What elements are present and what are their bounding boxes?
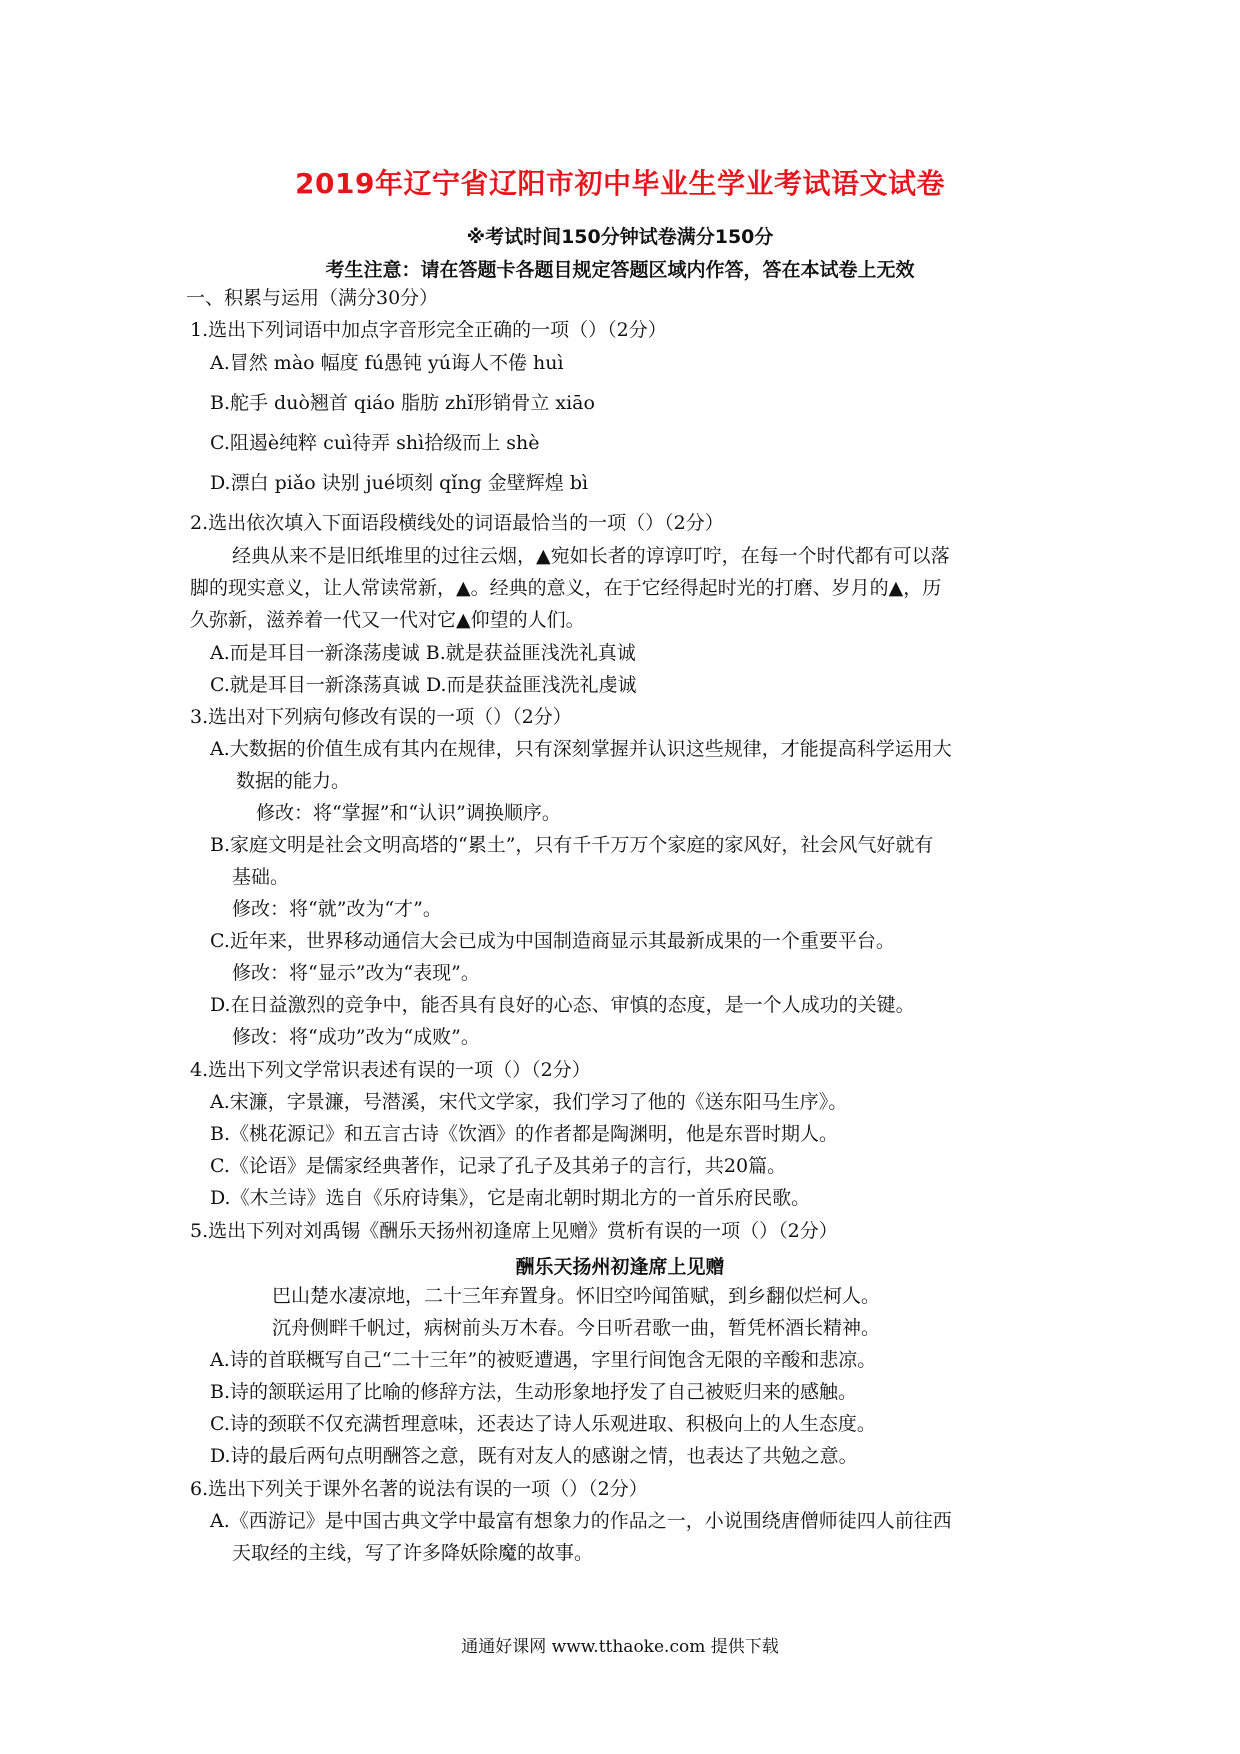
question-5-option-b: B.诗的颔联运用了比喻的修辞方法，生动形象地抒发了自己被贬归来的感触。	[210, 1381, 858, 1403]
question-3-option-a-cont: 数据的能力。	[236, 770, 351, 792]
question-1-stem: 1.选出下列词语中加点字音形完全正确的一项（）（2分）	[190, 319, 667, 341]
question-2-options-cd: C.就是耳目一新涤荡真诚 D.而是获益匪浅洗礼虔诚	[210, 674, 637, 696]
question-5-stem: 5.选出下列对刘禹锡《酬乐天扬州初逢席上见赠》赏析有误的一项（）（2分）	[190, 1220, 838, 1242]
question-3-option-d: D.在日益激烈的竞争中，能否具有良好的心态、审慎的态度，是一个人成功的关键。	[210, 994, 915, 1016]
question-2-passage-line: 久弥新，滋养着一代又一代对它▲仰望的人们。	[190, 609, 585, 631]
question-1-option-a: A.冒然 mào 幅度 fú愚钝 yú诲人不倦 huì	[210, 352, 564, 374]
poem-line: 沉舟侧畔千帆过，病树前头万木春。今日听君歌一曲，暂凭杯酒长精神。	[272, 1317, 881, 1339]
question-2-passage-line: 脚的现实意义，让人常读常新，▲。经典的意义，在于它经得起时光的打磨、岁月的▲，历	[190, 577, 942, 599]
exam-time-note: ※考试时间150分钟试卷满分150分	[466, 226, 774, 248]
question-3-option-b: B.家庭文明是社会文明高塔的“累土”，只有千千万万个家庭的家风好，社会风气好就有	[210, 834, 934, 856]
question-1-option-d: D.漂白 piǎo 诀别 jué顷刻 qǐng 金壁辉煌 bì	[210, 472, 589, 494]
question-1-option-b: B.舵手 duò翘首 qiáo 脂肪 zhǐ形销骨立 xiāo	[210, 392, 595, 414]
exam-title: 2019年辽宁省辽阳市初中毕业生学业考试语文试卷	[295, 167, 945, 200]
poem-title: 酬乐天扬州初逢席上见赠	[515, 1256, 725, 1278]
question-4-option-d: D.《木兰诗》选自《乐府诗集》，它是南北朝时期北方的一首乐府民歌。	[210, 1187, 811, 1209]
question-3-option-a-fix: 修改：将“掌握”和“认识”调换顺序。	[256, 802, 561, 824]
exam-notice: 考生注意：请在答题卡各题目规定答题区域内作答，答在本试卷上无效	[325, 259, 915, 281]
question-1-option-c: C.阻遏è纯粹 cuì待弄 shì拾级而上 shè	[210, 432, 540, 454]
question-3-option-b-fix: 修改：将“就”改为“才”。	[232, 898, 442, 920]
question-4-option-c: C.《论语》是儒家经典著作，记录了孔子及其弟子的言行，共20篇。	[210, 1155, 787, 1177]
question-5-option-c: C.诗的颈联不仅充满哲理意味，还表达了诗人乐观进取、积极向上的人生态度。	[210, 1413, 876, 1435]
question-3-option-d-fix: 修改：将“成功”改为“成败”。	[232, 1026, 480, 1048]
question-4-stem: 4.选出下列文学常识表述有误的一项（）（2分）	[190, 1059, 591, 1081]
poem-line: 巴山楚水凄凉地，二十三年弃置身。怀旧空吟闻笛赋，到乡翻似烂柯人。	[272, 1285, 881, 1307]
question-2-passage-line: 经典从来不是旧纸堆里的过往云烟，▲宛如长者的谆谆叮咛，在每一个时代都有可以落	[232, 545, 950, 567]
question-4-option-b: B.《桃花源记》和五言古诗《饮酒》的作者都是陶渊明，他是东晋时期人。	[210, 1123, 839, 1145]
question-6-option-a-cont: 天取经的主线，写了许多降妖除魔的故事。	[232, 1542, 594, 1564]
question-3-option-a: A.大数据的价值生成有其内在规律，只有深刻掌握并认识这些规律，才能提高科学运用大	[210, 738, 952, 760]
question-3-stem: 3.选出对下列病句修改有误的一项（）（2分）	[190, 706, 572, 728]
question-6-stem: 6.选出下列关于课外名著的说法有误的一项（）（2分）	[190, 1478, 648, 1500]
question-5-option-d: D.诗的最后两句点明酬答之意，既有对友人的感谢之情，也表达了共勉之意。	[210, 1445, 858, 1467]
question-5-option-a: A.诗的首联概写自己“二十三年”的被贬遭遇，字里行间饱含无限的辛酸和悲凉。	[210, 1349, 877, 1371]
question-6-option-a: A.《西游记》是中国古典文学中最富有想象力的作品之一，小说围绕唐僧师徒四人前往西	[210, 1510, 952, 1532]
question-2-options-ab: A.而是耳目一新涤荡虔诚 B.就是获益匪浅洗礼真诚	[210, 642, 636, 664]
question-2-stem: 2.选出依次填入下面语段横线处的词语最恰当的一项（）（2分）	[190, 512, 724, 534]
question-3-option-b-cont: 基础。	[232, 866, 290, 888]
question-4-option-a: A.宋濂，字景濂，号潜溪，宋代文学家，我们学习了他的《送东阳马生序》。	[210, 1091, 848, 1113]
question-3-option-c-fix: 修改：将“显示”改为“表现”。	[232, 962, 480, 984]
footer-source: 通通好课网 www.tthaoke.com 提供下载	[461, 1637, 779, 1657]
section-heading: 一、积累与运用（满分30分）	[186, 287, 439, 309]
question-3-option-c: C.近年来，世界移动通信大会已成为中国制造商显示其最新成果的一个重要平台。	[210, 930, 895, 952]
